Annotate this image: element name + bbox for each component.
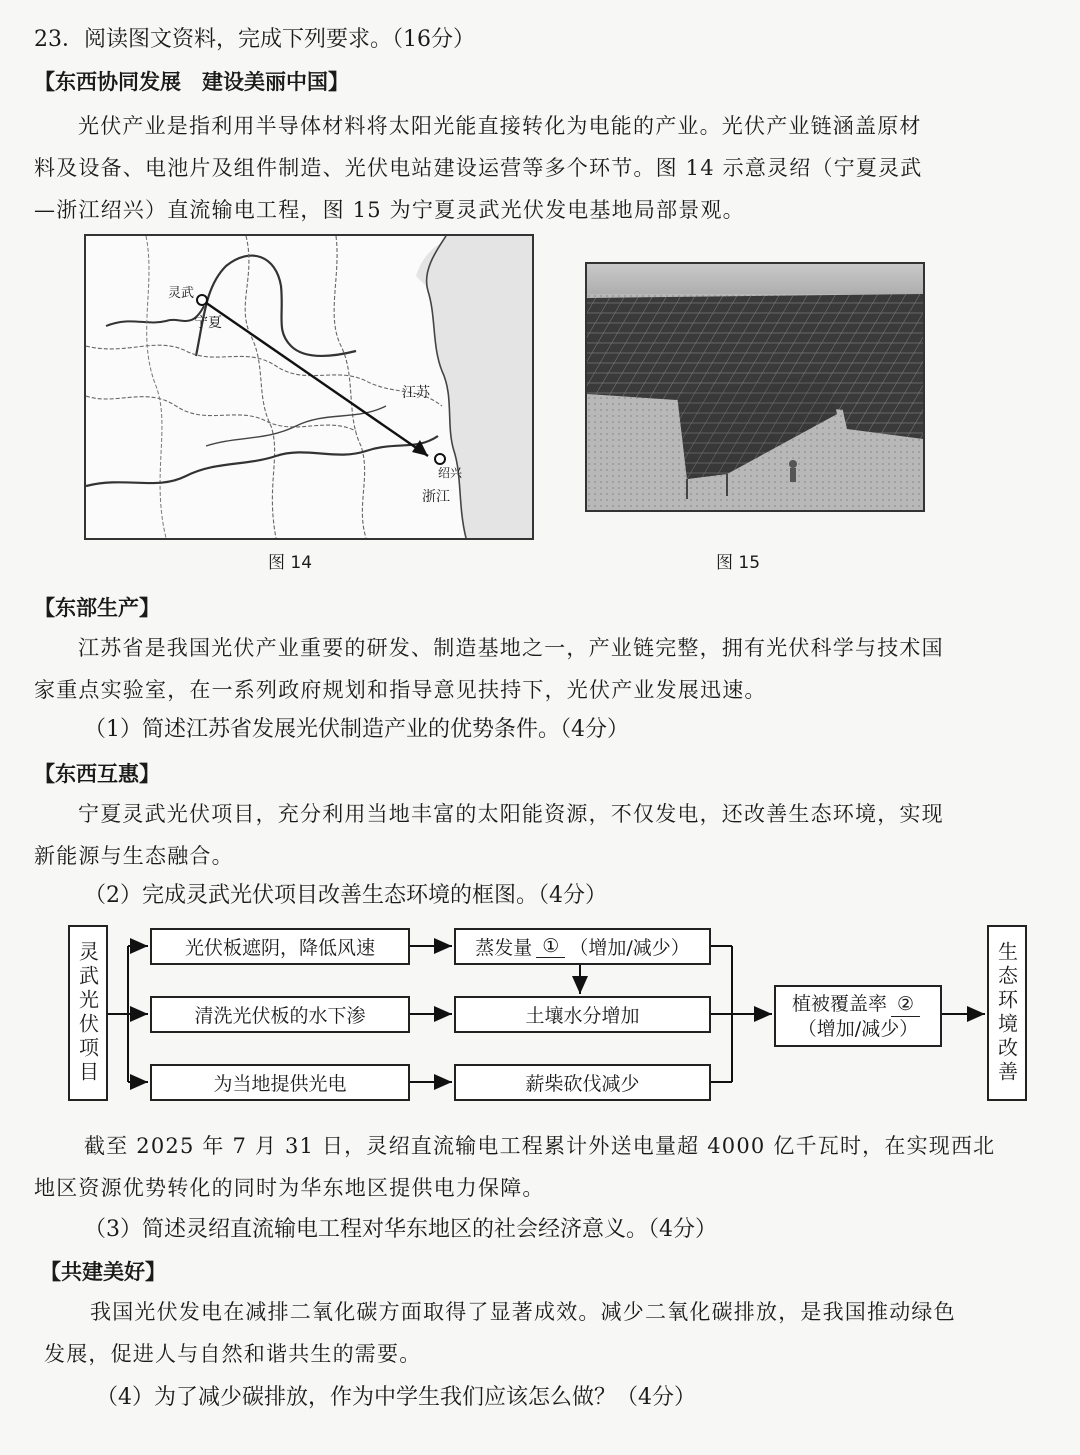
map-label-zhejiang: 浙江 [422,489,450,505]
evaporation-options: （增加/减少） [569,937,690,959]
flow-source-box [68,925,108,1101]
mutual-title: 【东西互惠】 [34,762,160,786]
question-3: （3）简述灵绍直流输电工程对华东地区的社会经济意义。（4分） [84,1217,717,1242]
intro-line-3: —浙江绍兴）直流输电工程，图 15 为宁夏灵武光伏发电基地局部景观。 [34,198,745,222]
section-title: 【东西协同发展 建设美丽中国】 [34,70,349,94]
flow-source-label: 灵武光伏项目 [75,941,100,1085]
flow-box-infiltration: 清洗光伏板的水下渗 [150,996,410,1033]
question-number: 23．阅读图文资料，完成下列要求。（16分） [34,27,475,52]
map-label-jiangsu: 江苏 [402,385,430,401]
question-4: （4）为了减少碳排放，作为中学生我们应该怎么做？（4分） [96,1385,696,1410]
vegetation-label: 植被覆盖率 [791,992,887,1015]
intro-line-2: 料及设备、电池片及组件制造、光伏电站建设运营等多个环节。图 14 示意灵绍（宁夏灵武 [34,156,923,180]
map-label-ningxia: 宁夏 [194,315,222,331]
flow-box-evaporation [454,928,711,965]
flow-box-soil-moisture: 土壤水分增加 [454,996,711,1033]
photo-caption: 图 15 [716,553,761,573]
flow-box-electricity: 为当地提供光电 [150,1064,410,1101]
flow-box-firewood: 薪柴砍伐减少 [454,1064,711,1101]
mutual-line-1: 宁夏灵武光伏项目，充分利用当地丰富的太阳能资源，不仅发电，还改善生态环境，实现 [78,802,944,826]
vegetation-options: （增加/减少） [797,1017,919,1040]
transmission-line-1: 截至 2025 年 7 月 31 日，灵绍直流输电工程累计外送电量超 4000 亿千瓦时，在实现西北 [84,1134,996,1158]
east-title: 【东部生产】 [34,596,160,620]
flow-result-label: 生态环境改善 [994,941,1019,1085]
intro-line-1: 光伏产业是指利用半导体材料将太阳光能直接转化为电能的产业。光伏产业链涵盖原材 [78,114,922,138]
east-line-1: 江苏省是我国光伏产业重要的研发、制造基地之一，产业链完整，拥有光伏科学与技术国 [78,636,944,660]
flow-result-box [987,925,1027,1101]
together-line-1: 我国光伏发电在减排二氧化碳方面取得了显著成效。减少二氧化碳排放，是我国推动绿色 [90,1300,956,1324]
flow-box-shading: 光伏板遮阴，降低风速 [150,928,410,965]
map-label-shaoxing: 绍兴 [438,466,463,480]
question-1: （1）简述江苏省发展光伏制造产业的优势条件。（4分） [84,717,629,742]
east-line-2: 家重点实验室，在一系列政府规划和指导意见扶持下，光伏产业发展迅速。 [34,678,767,702]
mutual-line-2: 新能源与生态融合。 [34,844,234,868]
question-2: （2）完成灵武光伏项目改善生态环境的框图。（4分） [84,883,607,908]
blank-2[interactable]: ② [891,992,920,1017]
transmission-line-2: 地区资源优势转化的同时为华东地区提供电力保障。 [34,1176,545,1200]
evaporation-label: 蒸发量 [475,937,533,959]
map-label-lingwu: 灵武 [168,286,195,301]
vegetation-line [792,992,924,1017]
together-line-2: 发展，促进人与自然和谐共生的需要。 [44,1342,422,1366]
map-caption: 图 14 [268,553,313,573]
together-title: 【共建美好】 [40,1260,166,1284]
flow-box-vegetation [774,985,942,1047]
blank-1[interactable]: ① [536,935,565,958]
